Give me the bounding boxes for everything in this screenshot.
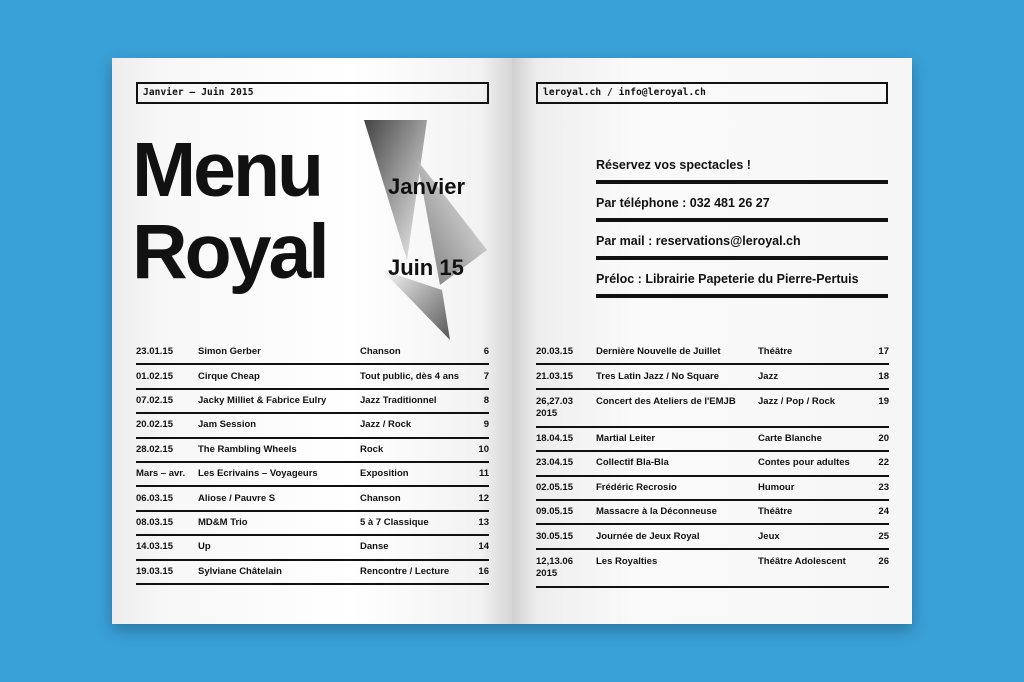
event-category: Jazz Traditionnel [360, 389, 474, 413]
event-category: Théâtre [758, 500, 868, 524]
gradient-triangles-graphic [362, 120, 492, 340]
phone-line: Par téléphone : 032 481 26 27 [596, 197, 888, 222]
event-date: 20.02.15 [136, 413, 198, 437]
event-category: Jazz / Pop / Rock [758, 389, 868, 427]
event-date: 01.02.15 [136, 364, 198, 388]
event-date: 23.01.15 [136, 340, 198, 364]
event-category: Jazz / Rock [360, 413, 474, 437]
schedule-row [536, 427, 889, 451]
event-page: 12 [474, 486, 489, 510]
event-name: Aliose / Pauvre S [198, 486, 360, 510]
event-date: 21.03.15 [536, 364, 596, 388]
event-category: Théâtre [758, 340, 868, 364]
mail-line: Par mail : reservations@leroyal.ch [596, 235, 888, 260]
event-page: 24 [868, 500, 889, 524]
event-date: 07.02.15 [136, 389, 198, 413]
event-category: Tout public, dès 4 ans [360, 364, 474, 388]
right-header: leroyal.ch / info@leroyal.ch [536, 82, 888, 104]
schedule-row [536, 524, 889, 548]
event-page: 20 [868, 427, 889, 451]
subtitle-juin: Juin 15 [388, 255, 464, 280]
event-date: 19.03.15 [136, 560, 198, 584]
event-name: Jacky Milliet & Fabrice Eulry [198, 389, 360, 413]
event-page: 6 [474, 340, 489, 364]
event-date: 08.03.15 [136, 511, 198, 535]
schedule-row [136, 511, 489, 535]
event-category: Humour [758, 476, 868, 500]
event-category: Contes pour adultes [758, 451, 868, 475]
schedule-row [536, 549, 889, 587]
event-date: 20.03.15 [536, 340, 596, 364]
event-category: Jeux [758, 524, 868, 548]
event-name: The Rambling Wheels [198, 438, 360, 462]
event-page: 22 [868, 451, 889, 475]
event-page: 26 [868, 549, 889, 587]
event-page: 25 [868, 524, 889, 548]
event-category: Carte Blanche [758, 427, 868, 451]
event-date: 30.05.15 [536, 524, 596, 548]
event-name: Frédéric Recrosio [596, 476, 758, 500]
event-page: 10 [474, 438, 489, 462]
event-date: 06.03.15 [136, 486, 198, 510]
right-page [512, 58, 912, 624]
event-name: Dernière Nouvelle de Juillet [596, 340, 758, 364]
event-category: 5 à 7 Classique [360, 511, 474, 535]
schedule-row [136, 413, 489, 437]
left-page [112, 58, 512, 624]
brochure-spread [112, 58, 912, 624]
schedule-row [136, 486, 489, 510]
left-schedule-table [136, 340, 489, 585]
event-name: MD&M Trio [198, 511, 360, 535]
title-menu: Menu [132, 127, 322, 213]
event-date: 02.05.15 [536, 476, 596, 500]
schedule-row [136, 364, 489, 388]
event-page: 23 [868, 476, 889, 500]
event-name: Concert des Ateliers de l'EMJB [596, 389, 758, 427]
event-name: Journée de Jeux Royal [596, 524, 758, 548]
event-page: 17 [868, 340, 889, 364]
event-page: 8 [474, 389, 489, 413]
event-category: Chanson [360, 340, 474, 364]
event-date: 26,27.03 2015 [536, 389, 596, 427]
event-name: Cirque Cheap [198, 364, 360, 388]
event-name: Les Ecrivains – Voyageurs [198, 462, 360, 486]
event-name: Jam Session [198, 413, 360, 437]
schedule-row [536, 451, 889, 475]
schedule-row [136, 560, 489, 584]
event-page: 14 [474, 535, 489, 559]
event-name: Tres Latin Jazz / No Square [596, 364, 758, 388]
left-header: Janvier — Juin 2015 [136, 82, 489, 104]
event-date: 09.05.15 [536, 500, 596, 524]
schedule-row [536, 389, 889, 427]
schedule-row [136, 462, 489, 486]
event-name: Up [198, 535, 360, 559]
schedule-row [136, 438, 489, 462]
reserve-heading: Réservez vos spectacles ! [596, 159, 888, 184]
event-page: 7 [474, 364, 489, 388]
event-name: Sylviane Châtelain [198, 560, 360, 584]
event-date: 12,13.06 2015 [536, 549, 596, 587]
event-name: Simon Gerber [198, 340, 360, 364]
event-name: Martial Leiter [596, 427, 758, 451]
schedule-row [536, 476, 889, 500]
event-page: 11 [474, 462, 489, 486]
title-royal: Royal [132, 209, 327, 295]
schedule-row [536, 364, 889, 388]
schedule-row [136, 535, 489, 559]
event-category: Rock [360, 438, 474, 462]
event-category: Jazz [758, 364, 868, 388]
event-date: Mars – avr. [136, 462, 198, 486]
event-date: 14.03.15 [136, 535, 198, 559]
event-category: Danse [360, 535, 474, 559]
schedule-row [136, 389, 489, 413]
event-page: 9 [474, 413, 489, 437]
event-page: 13 [474, 511, 489, 535]
preloc-line: Préloc : Librairie Papeterie du Pierre-Pertuis [596, 273, 888, 298]
schedule-row [536, 340, 889, 364]
event-category: Théâtre Adolescent [758, 549, 868, 587]
event-category: Rencontre / Lecture [360, 560, 474, 584]
event-date: 28.02.15 [136, 438, 198, 462]
event-page: 18 [868, 364, 889, 388]
event-category: Exposition [360, 462, 474, 486]
right-schedule-table [536, 340, 889, 588]
event-date: 18.04.15 [536, 427, 596, 451]
event-name: Les Royalties [596, 549, 758, 587]
event-page: 19 [868, 389, 889, 427]
event-name: Collectif Bla-Bla [596, 451, 758, 475]
event-category: Chanson [360, 486, 474, 510]
schedule-row [536, 500, 889, 524]
event-name: Massacre à la Déconneuse [596, 500, 758, 524]
subtitle-janvier: Janvier [388, 174, 466, 199]
event-page: 16 [474, 560, 489, 584]
event-date: 23.04.15 [536, 451, 596, 475]
schedule-row [136, 340, 489, 364]
